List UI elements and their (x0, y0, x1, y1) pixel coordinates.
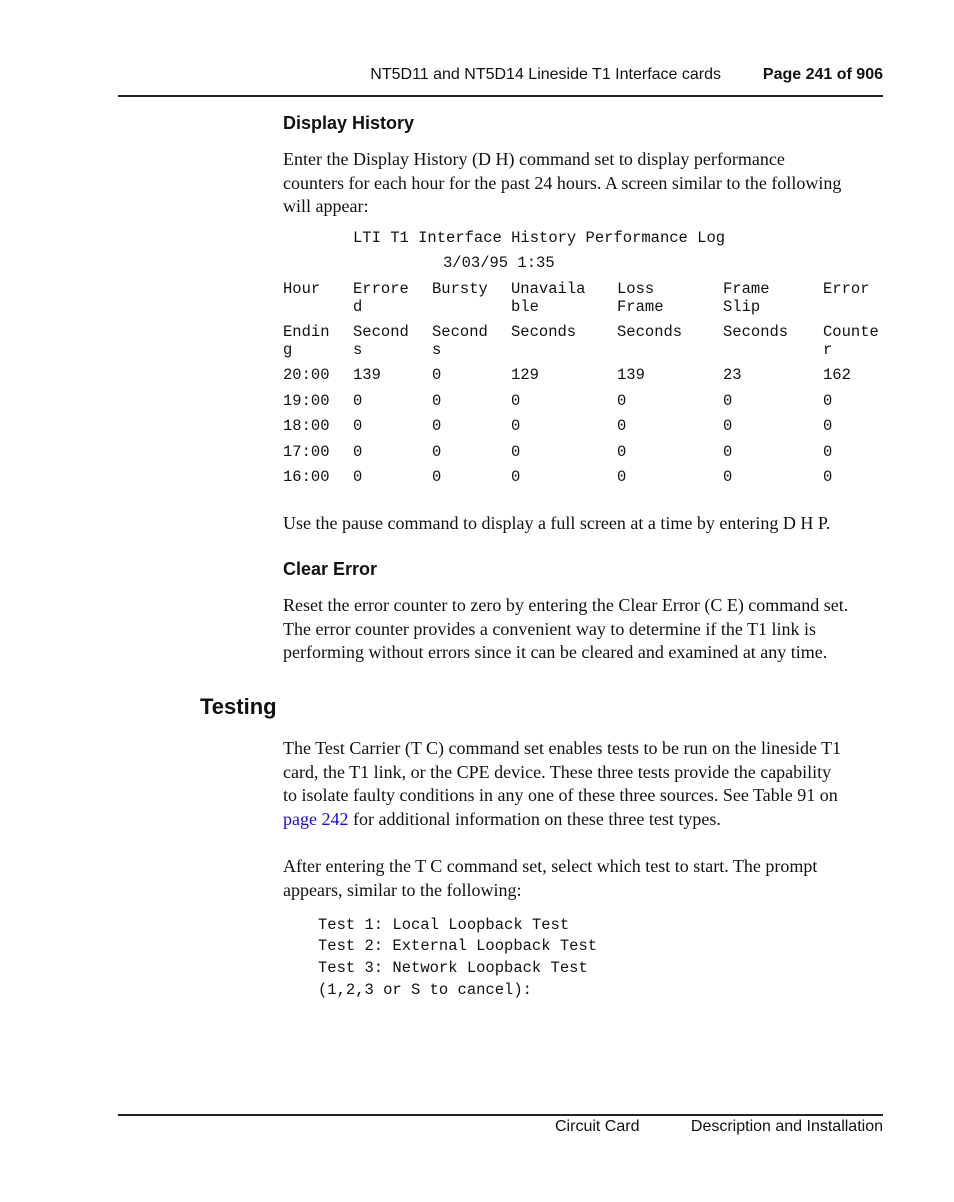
footer-right-text: Description and Installation (690, 1118, 883, 1135)
testing-paragraph-2 (283, 855, 883, 902)
prompt-line: (1,2,3 or S to cancel): (318, 981, 532, 999)
intro-line: Enter the Display History (D H) command set to display performance (283, 149, 785, 169)
column-header: Frame (723, 280, 770, 298)
table-cell: 0 (617, 417, 627, 435)
column-header: Unavaila (511, 280, 586, 298)
prompt-line: Test 1: Local Loopback Test (318, 916, 570, 934)
text-line: The error counter provides a convenient way to determine if the T1 link is (283, 618, 816, 639)
text-line: Reset the error counter to zero by entering the Clear Error (C E) command set. (283, 595, 849, 615)
table-cell: 162 (823, 366, 851, 384)
table-cell: 0 (432, 392, 442, 410)
text-line: to isolate faulty conditions in any one of these three sources. See Table 91 on (283, 785, 838, 805)
table-cell: 16:00 (283, 468, 330, 486)
intro-line: counters for each hour for the past 24 hours. A screen similar to the following (283, 172, 842, 193)
column-header: Endin (283, 323, 330, 341)
screen-title: LTI T1 Interface History Performance Log (353, 229, 726, 247)
column-header: Hour (283, 280, 321, 298)
footer-left-text: Circuit Card (555, 1118, 640, 1135)
testing-paragraph-1 (283, 737, 883, 831)
page-number: Page 241 of 906 (762, 66, 883, 83)
table-cell: 0 (511, 392, 521, 410)
prompt-line: Test 2: External Loopback Test (318, 937, 598, 955)
screen-date: 3/03/95 1:35 (443, 254, 555, 272)
header-rule (118, 95, 883, 97)
testing-heading: Testing (200, 694, 277, 719)
table-cell: 0 (723, 468, 733, 486)
table-cell: 0 (823, 443, 833, 461)
table-cell: 139 (353, 366, 381, 384)
column-header: Loss (617, 280, 655, 298)
table-cell: 19:00 (283, 392, 330, 410)
column-header: Seconds (723, 323, 789, 341)
column-header: s (432, 341, 442, 359)
column-header: s (353, 341, 363, 359)
pause-note: Use the pause command to display a full screen at a time by entering D H P. (283, 513, 831, 533)
table-cell: 0 (617, 443, 627, 461)
table-cell: 129 (511, 366, 539, 384)
column-header: Seconds (617, 323, 683, 341)
page-242-link[interactable]: page 242 (283, 808, 349, 829)
table-cell: 0 (823, 417, 833, 435)
table-cell: 0 (617, 468, 627, 486)
page-footer (118, 1118, 883, 1140)
table-cell: 0 (353, 468, 363, 486)
table-cell: 23 (723, 366, 742, 384)
document-title: NT5D11 and NT5D14 Lineside T1 Interface cards (370, 66, 721, 83)
text-line: After entering the T C command set, select which test to start. The prompt (283, 856, 818, 876)
footer-rule (118, 1114, 883, 1116)
column-header: Counte (823, 323, 879, 341)
intro-line: will appear: (283, 196, 369, 216)
column-header: Errore (353, 280, 409, 298)
table-cell: 0 (723, 417, 733, 435)
column-header: Second (353, 323, 409, 341)
text-line: appears, similar to the following: (283, 879, 522, 900)
page-header (118, 66, 883, 86)
table-cell: 0 (353, 392, 363, 410)
column-header: Second (432, 323, 488, 341)
table-cell: 139 (617, 366, 645, 384)
column-header: Error (823, 280, 870, 298)
table-cell: 0 (723, 392, 733, 410)
column-header: r (823, 341, 833, 359)
table-cell: 0 (511, 443, 521, 461)
display-history-intro (283, 148, 883, 219)
table-cell: 0 (432, 468, 442, 486)
column-header: Frame (617, 298, 664, 316)
table-cell: 0 (432, 417, 442, 435)
text-line: The Test Carrier (T C) command set enables tests to be run on the lineside T1 (283, 738, 842, 758)
text-line: performing without errors since it can be cleared and examined at any time. (283, 642, 828, 662)
column-header: Bursty (432, 280, 488, 298)
table-cell: 0 (823, 392, 833, 410)
text-line: card, the T1 link, or the CPE device. These three tests provide the capability (283, 761, 832, 782)
table-cell: 0 (353, 417, 363, 435)
table-cell: 0 (511, 468, 521, 486)
column-header: Slip (723, 298, 761, 316)
table-cell: 0 (432, 366, 442, 384)
clear-error-text (283, 594, 883, 665)
table-cell: 0 (511, 417, 521, 435)
text-line: for additional information on these three test types. (348, 808, 721, 829)
column-header: g (283, 341, 293, 359)
column-header: Seconds (511, 323, 577, 341)
prompt-line: Test 3: Network Loopback Test (318, 959, 588, 977)
column-header: ble (511, 298, 539, 316)
table-cell: 0 (617, 392, 627, 410)
table-cell: 0 (823, 468, 833, 486)
table-cell: 0 (432, 443, 442, 461)
table-cell: 17:00 (283, 443, 330, 461)
clear-error-heading: Clear Error (283, 559, 378, 579)
display-history-heading: Display History (283, 113, 415, 133)
table-cell: 0 (353, 443, 363, 461)
column-header: d (353, 298, 363, 316)
table-cell: 18:00 (283, 417, 330, 435)
table-cell: 20:00 (283, 366, 330, 384)
table-cell: 0 (723, 443, 733, 461)
